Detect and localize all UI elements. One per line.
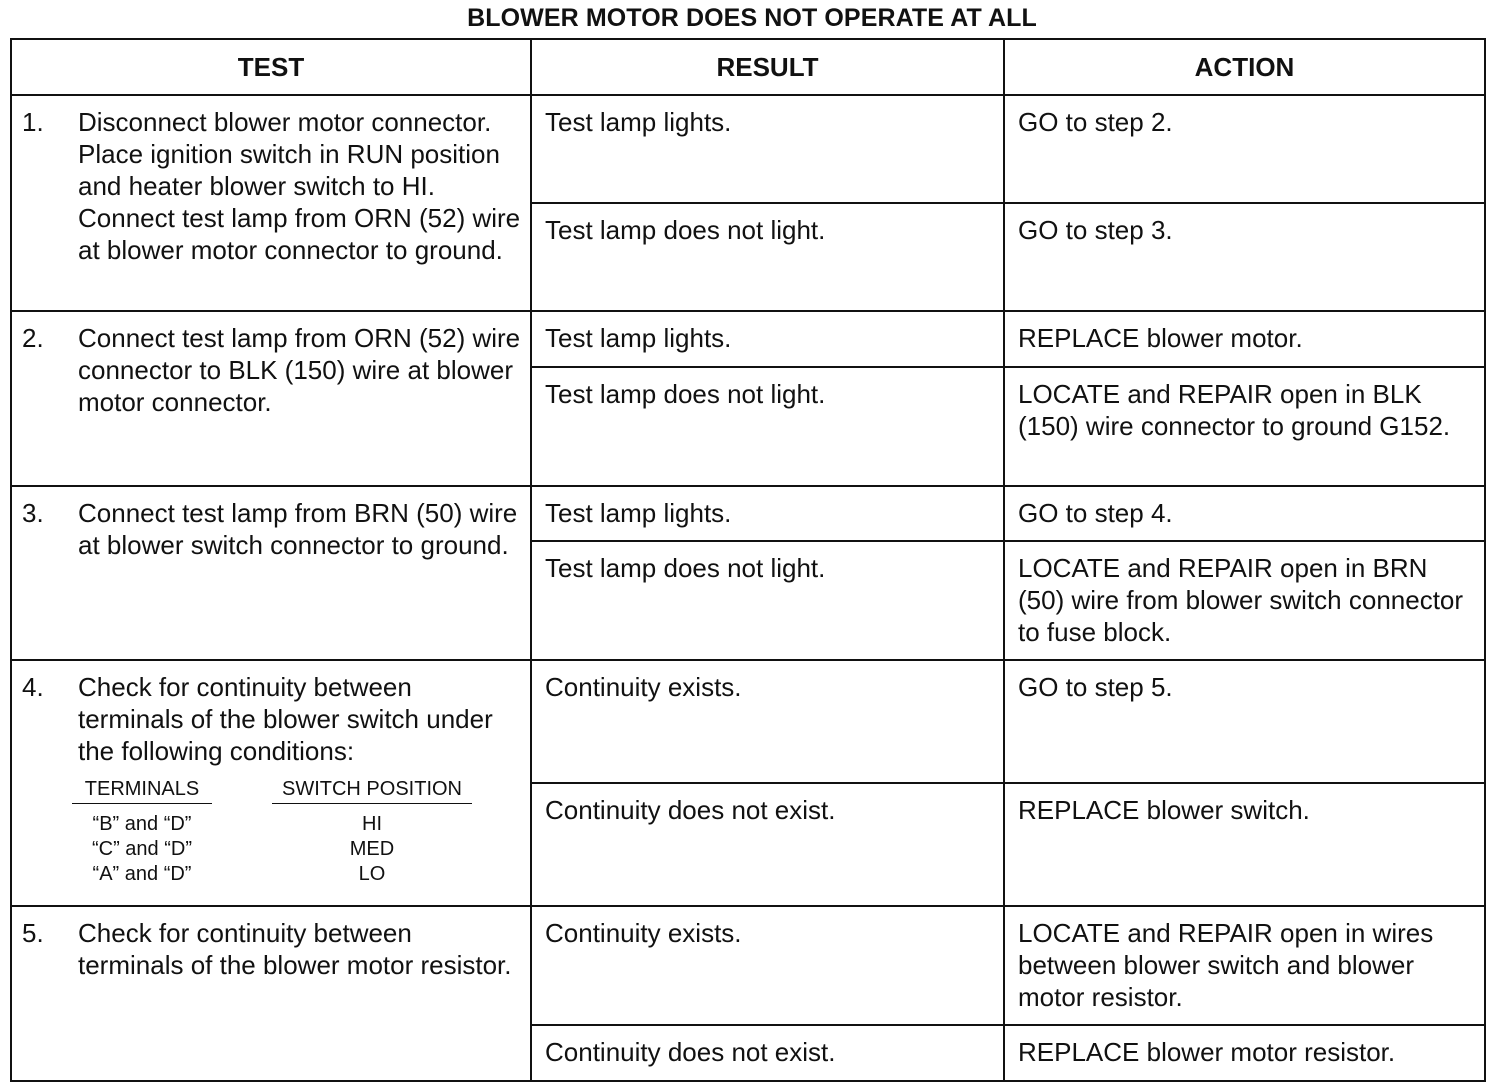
result-cell: Continuity does not exist.: [531, 783, 1004, 906]
step-test-text: Check for continuity between terminals of the blower switch under the following conditions:: [78, 672, 493, 766]
step-number: 1.: [22, 107, 44, 137]
step-test-text: Connect test lamp from ORN (52) wire connector to BLK (150) wire at blower motor connector.: [78, 323, 521, 417]
subtable-position: MED: [349, 838, 395, 860]
table-row: [11, 906, 1485, 1025]
step-number: 5.: [22, 918, 44, 948]
table-row: [11, 660, 1485, 783]
action-cell: REPLACE blower switch.: [1004, 783, 1485, 906]
page-title: BLOWER MOTOR DOES NOT OPERATE AT ALL: [467, 4, 1037, 32]
subtable-terminal: “A” and “D”: [92, 863, 192, 885]
result-cell: Test lamp lights.: [531, 486, 1004, 541]
result-cell: Test lamp does not light.: [531, 367, 1004, 486]
subtable-position: LO: [358, 863, 386, 885]
table-header-row: [11, 39, 1485, 95]
action-cell: GO to step 3.: [1004, 203, 1485, 311]
test-cell-step-3: [11, 486, 531, 660]
test-cell-step-5: [11, 906, 531, 1081]
result-cell: Continuity exists.: [531, 660, 1004, 783]
action-cell: LOCATE and REPAIR open in BRN (50) wire from blower switch connector to fuse block.: [1004, 541, 1485, 660]
step-test-text: Check for continuity between terminals of the blower motor resistor.: [78, 918, 512, 980]
step-number: 4.: [22, 672, 44, 702]
diagnostic-table: [10, 38, 1486, 1082]
result-cell: Test lamp does not light.: [531, 541, 1004, 660]
test-cell-step-2: [11, 311, 531, 486]
table-row: [11, 311, 1485, 367]
action-cell: LOCATE and REPAIR open in BLK (150) wire connector to ground G152.: [1004, 367, 1485, 486]
result-cell: Test lamp does not light.: [531, 203, 1004, 311]
test-cell-step-1: [11, 95, 531, 311]
result-cell: Continuity exists.: [531, 906, 1004, 1025]
action-cell: LOCATE and REPAIR open in wires between blower switch and blower motor resistor.: [1004, 906, 1485, 1025]
subtable-terminal: “C” and “D”: [91, 838, 192, 860]
result-cell: Continuity does not exist.: [531, 1025, 1004, 1081]
step-number: 3.: [22, 498, 44, 528]
step-number: 2.: [22, 323, 44, 353]
action-cell: GO to step 4.: [1004, 486, 1485, 541]
subtable-position: HI: [362, 813, 382, 835]
step-test-text: Connect test lamp from BRN (50) wire at blower switch connector to ground.: [78, 498, 518, 560]
column-header-test: TEST: [11, 39, 531, 95]
action-cell: GO to step 5.: [1004, 660, 1485, 783]
action-cell: REPLACE blower motor.: [1004, 311, 1485, 367]
conditions-subtable: [72, 777, 522, 887]
subtable-header-switch-position: SWITCH POSITION: [272, 777, 472, 804]
action-cell: REPLACE blower motor resistor.: [1004, 1025, 1485, 1081]
result-cell: Test lamp lights.: [531, 311, 1004, 367]
column-header-result: RESULT: [531, 39, 1004, 95]
subtable-terminal: “B” and “D”: [92, 813, 192, 835]
test-cell-step-4: [11, 660, 531, 906]
step-test-text: Disconnect blower motor connector. Place ignition switch in RUN position and heater blower switch to HI. Connect test lamp from ORN (52) wire at blower motor connector to ground.: [78, 107, 521, 265]
result-cell: Test lamp lights.: [531, 95, 1004, 203]
action-cell: GO to step 2.: [1004, 95, 1485, 203]
table-row: [11, 486, 1485, 541]
column-header-action: ACTION: [1004, 39, 1485, 95]
subtable-header-terminals: TERMINALS: [72, 777, 212, 804]
table-row: [11, 95, 1485, 203]
